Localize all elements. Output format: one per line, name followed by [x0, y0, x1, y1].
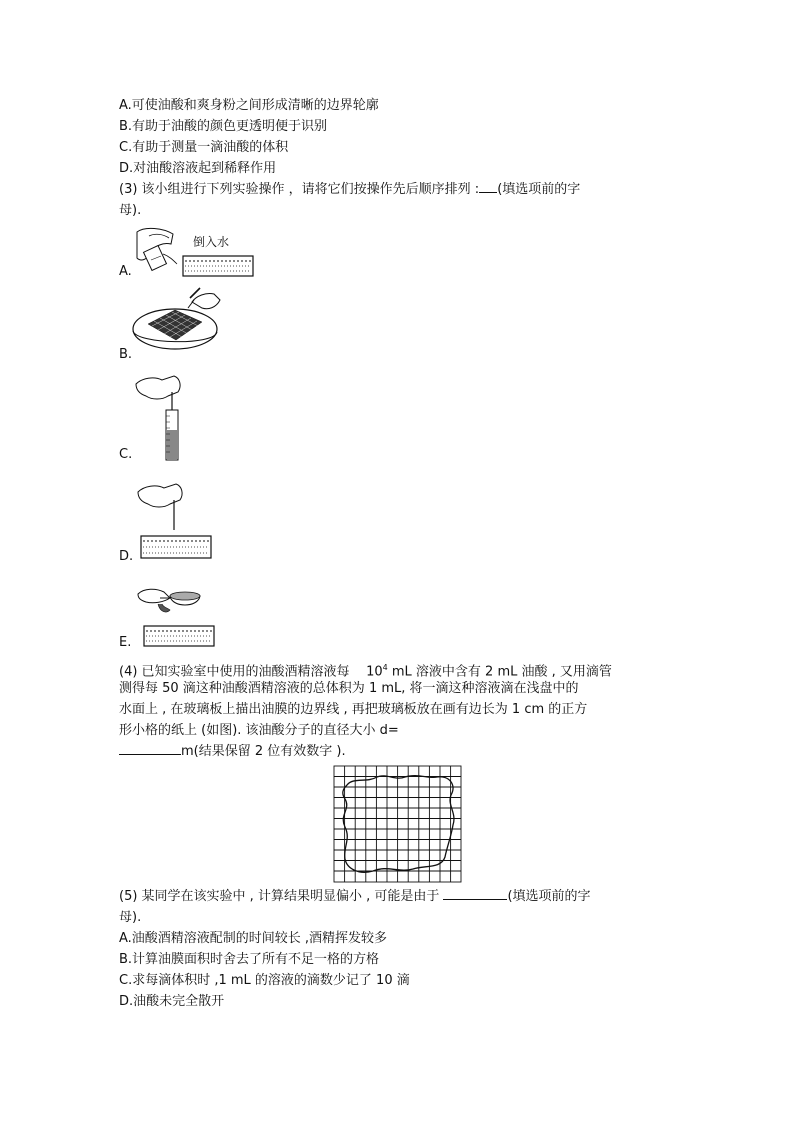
- q3-answer-blank[interactable]: [479, 180, 497, 193]
- figure-d-drop-solution: [136, 476, 216, 562]
- q4-line-5: [119, 742, 346, 762]
- figure-d-label: D.: [119, 549, 134, 564]
- q2-option-b: B.有助于油酸的颜色更透明便于识别: [119, 119, 328, 134]
- figure-c-label: C.: [119, 447, 133, 462]
- oil-film-outline: [343, 776, 454, 873]
- figure-a-text: 倒入水: [193, 235, 230, 249]
- figure-e-label: E.: [119, 635, 132, 650]
- q4-line-2: 测得每 50 滴这种油酸酒精溶液的总体积为 1 mL, 将一滴这种溶液滴在浅盘中的: [119, 681, 579, 696]
- q5-question-cont: 母).: [119, 910, 142, 925]
- oil-film-grid-figure: [333, 765, 463, 883]
- figure-a-pour-water: [133, 224, 263, 280]
- q2-option-a: A.可使油酸和爽身粉之间形成清晰的边界轮廓: [119, 98, 379, 113]
- q4-text-c: mL 溶液中含有 2 mL 油酸 , 又用滴管: [391, 664, 612, 680]
- q5-text: (5) 某同学在该实验中 , 计算结果明显偏小 , 可能是由于: [119, 889, 440, 904]
- q3-question-cont: 母).: [119, 203, 142, 218]
- q2-option-c: C.有助于测量一滴油酸的体积: [119, 140, 289, 155]
- q5-option-b: B.计算油膜面积时舍去了所有不足一格的方格: [119, 952, 380, 967]
- q5-option-c: C.求每滴体积时 ,1 mL 的溶液的滴数少记了 10 滴: [119, 973, 410, 988]
- q3-text: (3) 该小组进行下列实验操作 ，请将它们按操作先后顺序排列 :: [119, 182, 480, 197]
- q5-option-a: A.油酸酒精溶液配制的时间较长 ,酒精挥发较多: [119, 931, 388, 946]
- figure-b-label: B.: [119, 347, 133, 362]
- figure-a-label: A.: [119, 264, 132, 279]
- q4-volume-base: 10: [366, 664, 383, 680]
- q4-text-a: (4) 已知实验室中使用的油酸酒精溶液每: [119, 664, 350, 680]
- q4-line-4: 形小格的纸上 (如图). 该油酸分子的直径大小 d=: [119, 723, 399, 738]
- figure-c-cylinder-dropper: [134, 370, 194, 462]
- figure-b-trace-outline: [130, 286, 230, 356]
- q5-text-tail: (填选项前的字: [507, 889, 591, 904]
- q4-line-3: 水面上 , 在玻璃板上描出油膜的边界线 , 再把玻璃板放在画有边长为 1 cm 的正方: [119, 702, 588, 717]
- q5-question: [119, 887, 591, 907]
- q3-question: [119, 180, 580, 200]
- q2-option-d: D.对油酸溶液起到稀释作用: [119, 161, 277, 176]
- q3-text-tail: (填选项前的字: [497, 182, 581, 197]
- q5-answer-blank[interactable]: [443, 887, 507, 900]
- q4-volume-exponent: 4: [382, 663, 388, 672]
- q5-option-d: D.油酸未完全散开: [119, 994, 225, 1009]
- q4-answer-blank[interactable]: [119, 742, 181, 755]
- q4-text-unit: m(结果保留 2 位有效数字 ).: [181, 744, 346, 759]
- figure-e-sprinkle-powder: [134, 578, 216, 650]
